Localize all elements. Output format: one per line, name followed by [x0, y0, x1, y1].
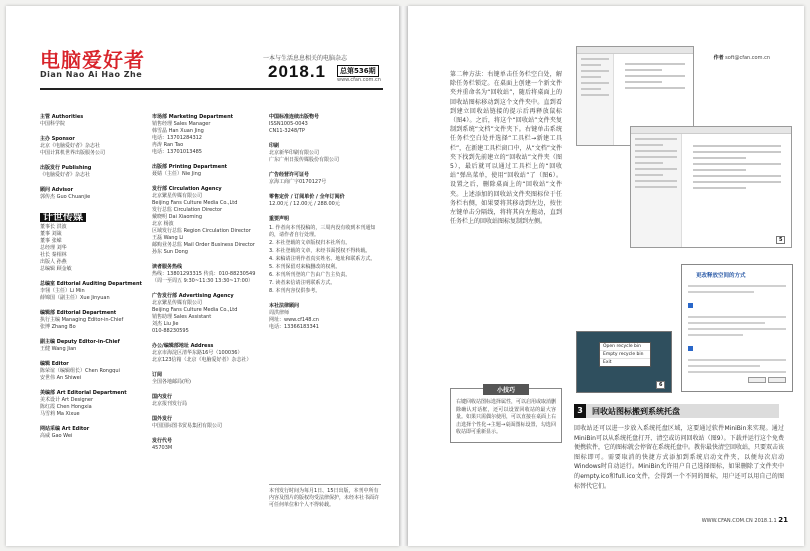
info-line: 陈红霞 Chen Hongxia [40, 404, 92, 410]
info-line: 聂婧（主任）Nie Jing [152, 171, 202, 177]
info-line: 孙东 Sun Dong [152, 249, 188, 255]
publisher-logo: 计世传媒 [40, 213, 86, 222]
info-line: 郭传杰 Guo Chuanjie [40, 194, 91, 200]
masthead-rule [40, 88, 383, 90]
masthead-tagline: 一本与生活息息相关的电脑杂志 [263, 55, 348, 62]
info-block [152, 416, 270, 430]
info-line: 区域发行总监 Region Circulation Director [152, 228, 251, 234]
info-block [40, 390, 150, 418]
info-block [40, 136, 150, 157]
publishing-footer-note: 本刊发行时间为每月1日、15日出版，本刊中所有内容及图片的版权均受法律保护，未经本社书面许可任何单位和个人不得转载。 [269, 484, 381, 509]
context-menu-item[interactable]: Empty recycle bin [600, 351, 650, 359]
info-line: 中国科学院 [40, 121, 66, 127]
info-line: 安世伟 An Shiwei [40, 375, 82, 381]
info-line: 总经理 刘华 [40, 245, 67, 251]
info-line: 热线：13801293315 传真：010-88230549 [152, 271, 256, 277]
magazine-logo: 电脑爱好者 [40, 48, 145, 72]
info-line: 陈荣谊（编辑组长）Chen Rongqui [40, 368, 120, 374]
notice-item: 1. 作者向本刊投稿的，三周内没有收到本刊通知的，请作者自行处理。 [269, 225, 376, 238]
tip-title: 小技巧 [483, 384, 529, 395]
info-line: ISSN1005-0043 [269, 121, 308, 127]
context-menu-item[interactable]: Open recycle bin [600, 343, 650, 351]
info-line: 出版人 孙燕 [40, 259, 67, 265]
info-block [40, 114, 150, 128]
publication-info-column [269, 114, 383, 339]
info-line: 北京繁星传媒有限公司 [152, 300, 203, 306]
body-column-text: 第二种方法：右键单击任务栏空白处，解除任务栏锁定。在桌面上创建一个新文件夹并重命名为“回收站”，随后将桌面上的回收站图标移动到这个文件夹中。直到看到建立回收站链接的提示后再释放鼠标（图4）。之后，将这个“回收站”文件夹复制到系统“文档”文件夹下。右键单击系统任务栏空白处并选择“工具栏→新建工具栏”，在新建工具栏窗口中，从“文档”文件夹下找到先前建立的“回收站”文件夹（图5），最后就可以通过工具栏上的“回收站”弹出菜单，使用“回收站”了（图6）。设置之后，删除桌面上的“回收站”文件夹。上述添加的回收站文件夹图标位于任务栏右侧，如果要将其移动到左边，按住左键单击分隔线，将将其向左拖动，直到任务栏上的回收站图标复制到左侧。 [450, 71, 562, 226]
info-heading: 市场部 Marketing Department [152, 114, 234, 120]
info-line: 发行总监 Circulation Director [152, 207, 223, 213]
info-heading: 顾问 Advisor [40, 187, 74, 193]
info-line: 王健 Wang Jian [40, 346, 77, 352]
info-block [40, 339, 150, 353]
notice-item: 4. 来稿请注明作者真实姓名、地址和联系方式。 [269, 256, 376, 262]
info-line: Beijing Fans Culture Media Co.,Ltd [152, 307, 238, 313]
notice-item: 3. 本社登载的文章，未经书面授权不得转载。 [269, 248, 371, 254]
info-line: 销售助理 Sales Assistant [152, 314, 212, 320]
info-heading: 总编室 Editorial Auditing Department [40, 281, 142, 287]
info-line: 北京123信箱（北京《电脑爱好者》杂志社） [152, 357, 252, 363]
info-heading: 订阅 [152, 372, 163, 378]
masthead-website: www.cfan.com.cn [337, 77, 381, 83]
info-line: 邮购业务总监 Mail Order Business Director [152, 242, 255, 248]
info-block [152, 114, 270, 156]
settings-dialog-screenshot [681, 264, 793, 392]
figure-5-number: 5 [776, 236, 785, 244]
section-body-text: 回收站还可以进一步放入系统托盘区域，这要通过软件MiniBin来实现。通过MiniBin可以从系统托盘打开、清空或访问回收站（图9）。下载并运行这个免费便携软件，它的图标就会停留在系统托盘中。教你最快清空回收站，只要双击该图标即可。需要取消的快捷方式添加到系统启动文件夹，以便每次启动Windows时自动运行。MiniBin允许用户自己选择图标，如果删除了文件夹中的empty.ico和full.ico文件，会得到一个不同的图标，用户还可以用自己的图标替代它们。 [574, 425, 785, 490]
info-block [269, 114, 383, 135]
info-heading: 出版发行 Publishing [40, 165, 92, 171]
info-line: 董事 刘箴 [40, 231, 62, 237]
info-heading: 国外发行 [152, 416, 173, 422]
info-block [40, 187, 150, 201]
info-block [40, 310, 150, 331]
info-line: 广东广州日报传媒股份有限公司 [269, 157, 340, 163]
info-line: 销售经理 Sales Manager [152, 121, 211, 127]
info-line: 总编辑 顾金敏 [40, 266, 72, 272]
section-number: 3 [574, 404, 586, 418]
info-heading: 重要声明 [269, 216, 290, 222]
info-block [269, 216, 383, 295]
checkbox-icon [688, 303, 693, 308]
info-heading: 美编部 Art Editorial Department [40, 390, 127, 396]
notice-item: 7. 读者来信请注明联系方式。 [269, 280, 336, 286]
info-line: 董事长 洪波 [40, 224, 67, 230]
info-line: 董事 张嵘 [40, 238, 62, 244]
info-line: CN11-3248/TP [269, 128, 305, 134]
info-block [40, 281, 150, 302]
info-line: 社长 秦相林 [40, 252, 67, 258]
info-line: 张博 Zhang Bo [40, 324, 76, 330]
staff-column-2 [152, 114, 270, 460]
info-heading: 办公/编辑部地址 Address [152, 343, 214, 349]
issue-total: 总第536期 [337, 65, 379, 77]
right-page [408, 6, 804, 546]
magazine-logo-pinyin: Dian Nao Ai Hao Zhe [40, 70, 143, 79]
context-menu [599, 342, 651, 367]
figure-5-screenshot [630, 126, 792, 248]
explorer-nav-pane [631, 134, 682, 247]
notice-item: 8. 本刊内容仅供参考。 [269, 288, 321, 294]
info-block [152, 293, 270, 335]
info-heading: 副主编 Deputy Editor-in-Chief [40, 339, 120, 345]
info-block [40, 209, 150, 273]
info-heading: 发行代号 [152, 438, 173, 444]
author-label: 作者 [713, 55, 724, 61]
info-line: 北京繁星传媒有限公司 [152, 193, 203, 199]
notice-list [269, 225, 383, 295]
info-block [40, 361, 150, 382]
info-line: 执行主编 Managing Editor-in-Chief [40, 317, 124, 323]
info-block [40, 165, 150, 179]
author-line [714, 54, 770, 61]
info-line: 高威 Gao Wei [40, 433, 73, 439]
info-block [269, 303, 383, 331]
info-block [152, 372, 270, 386]
info-line: 中国国际图书贸易集团有限公司 [152, 423, 223, 429]
tip-body: 右键回收站图标选择属性，可以启用或取消删除确认对话框，还可以设置回收站的最大容量。如果只需偶尔使用，可以直接在桌面上右击选择个性化→主题→桌面图标设置，勾选回收站即可重新显示。 [456, 399, 557, 436]
page-folio [702, 516, 788, 524]
info-heading: 零售定价 / 订阅单价 / 全年订阅价 [269, 194, 345, 200]
info-heading: 广告发行部 Advertising Agency [152, 293, 234, 299]
info-line: 网址：www.cf148.cn [269, 317, 319, 323]
info-block [40, 426, 150, 440]
info-heading: 网站采编 Art Editor [40, 426, 90, 432]
page-number: 21 [778, 516, 788, 524]
info-line: 电话：13366183341 [269, 324, 319, 330]
info-heading: 主管 Authorities [40, 114, 84, 120]
figure-6-number: 6 [656, 381, 665, 389]
info-block [152, 343, 270, 364]
tip-box [450, 388, 562, 443]
info-line: 周洪律师 [269, 310, 290, 316]
info-heading: 编辑部 Editorial Department [40, 310, 117, 316]
info-line: Beijing Fans Culture Media Co.,Ltd [152, 200, 238, 206]
info-block [269, 194, 383, 208]
checkbox-icon [688, 346, 693, 351]
info-block [152, 438, 270, 452]
section-title: 回收站图标搬到系统托盘 [592, 407, 680, 416]
info-line: 北京市海淀区清华东路16号（100036） [152, 350, 243, 356]
info-heading: 出版部 Printing Department [152, 164, 228, 170]
folio-url: WWW.CFAN.COM.CN 2018.1.1 [701, 518, 777, 524]
info-block [152, 186, 270, 256]
info-line: 马雪莉 Ma Xixue [40, 411, 80, 417]
info-line: 李翎（主任）Li Min [40, 288, 85, 294]
info-heading: 广告经营许可证号 [269, 172, 310, 178]
info-heading: 印刷 [269, 143, 280, 149]
info-line: 刘杰 Liu Jie [152, 321, 179, 327]
section-header [574, 404, 779, 418]
info-line: 《电脑爱好者》杂志社 [40, 172, 91, 178]
info-block [269, 143, 383, 164]
info-heading: 中国标准连续出版物号 [269, 114, 320, 120]
info-heading: 主办 Sponsor [40, 136, 75, 142]
info-line: 电话：13701013485 [152, 149, 202, 155]
info-heading: 发行部 Circulation Agency [152, 186, 222, 192]
info-line: 戴晓明 Dai Xiaoming [152, 214, 203, 220]
info-line: 京海工商广字0170127号 [269, 179, 327, 185]
info-heading: 编辑 Editor [40, 361, 69, 367]
author-email: soft@cfan.com.cn [725, 55, 770, 61]
info-line: 中国计算机世界出版服务公司 [40, 150, 106, 156]
issue-date: 2018.1 [268, 62, 326, 81]
page-gutter [399, 6, 408, 546]
info-line: 冉涛 Ran Tao [152, 142, 184, 148]
info-line: 全国各地邮局(所) [152, 379, 191, 385]
window-titlebar [577, 47, 693, 54]
info-line: 王磊 Wang Li [152, 235, 184, 241]
info-line: （周一至周五 9:30~11:30 13:30~17:00） [152, 278, 254, 284]
info-line: 北京《电脑爱好者》杂志社 [40, 143, 101, 149]
info-heading: 读者服务热线 [152, 264, 183, 270]
info-line: 韩雪晶 Han Xuan Jing [152, 128, 204, 134]
info-line: 45703M [152, 445, 173, 451]
info-block [152, 394, 270, 408]
left-page [6, 6, 399, 546]
info-line: 北京新华印刷有限公司 [269, 150, 320, 156]
info-line: 薛锦国（副主任）Xue Jinyuan [40, 295, 110, 301]
info-block [269, 172, 383, 186]
info-heading: 本社法律顾问 [269, 303, 300, 309]
notice-item: 5. 本刊保留对来稿删改的权利。 [269, 264, 341, 270]
context-menu-item[interactable]: Exit [603, 360, 612, 365]
info-heading: 国内发行 [152, 394, 173, 400]
info-line: 电话：13701284312 [152, 135, 202, 141]
info-line: 北京 杨波 [152, 221, 174, 227]
info-block [152, 164, 270, 178]
notice-item: 6. 本刊所刊登的广告由广告主负责。 [269, 272, 351, 278]
info-line: 12.00元 / 12.00元 / 288.00元 [269, 201, 340, 207]
info-line: 010-88230595 [152, 328, 189, 334]
staff-column-1 [40, 114, 150, 448]
info-line: 北京报刊发行局 [152, 401, 188, 407]
notice-item: 2. 本社登载的文章版权归本社所有。 [269, 240, 351, 246]
window-titlebar [631, 127, 791, 134]
explorer-nav-pane [577, 54, 614, 145]
dialog-title: 更改释放空间的方式 [696, 273, 746, 279]
info-block [152, 264, 270, 285]
info-line: 美术设计 Art Designer [40, 397, 94, 403]
